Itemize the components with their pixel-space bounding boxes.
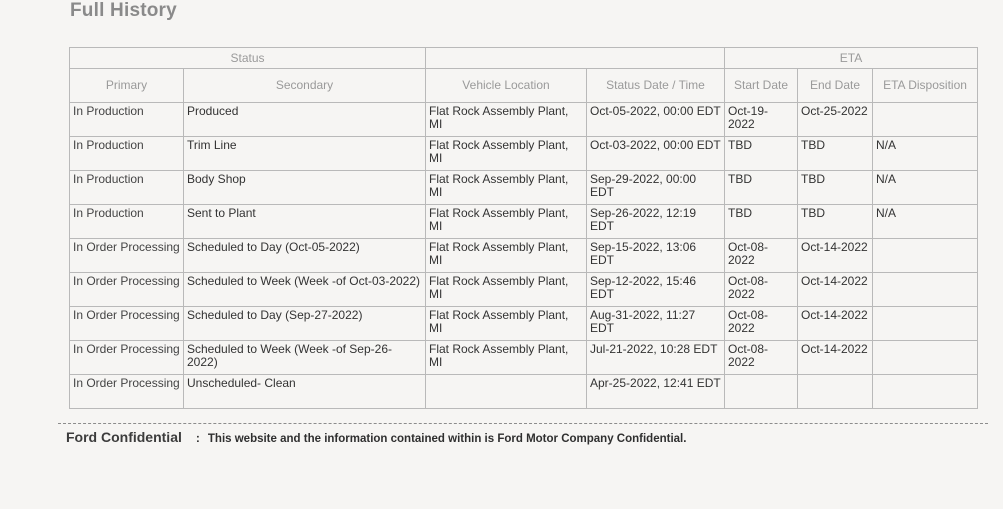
- cell-secondary: Produced: [184, 103, 426, 137]
- table-row: [70, 103, 978, 137]
- cell-disposition: N/A: [873, 171, 978, 205]
- footer-title: Ford Confidential: [66, 429, 182, 445]
- group-header-row: [70, 48, 978, 69]
- cell-status-date: Oct-05-2022, 00:00 EDT: [587, 103, 725, 137]
- cell-end-date: Oct-14-2022: [798, 307, 873, 341]
- cell-disposition: [873, 239, 978, 273]
- history-table: [69, 47, 978, 409]
- cell-location: Flat Rock Assembly Plant, MI: [426, 239, 587, 273]
- cell-primary: In Production: [70, 137, 184, 171]
- cell-end-date: TBD: [798, 171, 873, 205]
- cell-start-date: Oct-19-2022: [725, 103, 798, 137]
- cell-primary: In Order Processing: [70, 239, 184, 273]
- cell-primary: In Production: [70, 171, 184, 205]
- column-header-start-date: Start Date: [725, 69, 798, 103]
- cell-status-date: Sep-29-2022, 00:00 EDT: [587, 171, 725, 205]
- page-title: Full History: [70, 0, 177, 21]
- history-table-body: [70, 103, 978, 409]
- table-row: [70, 307, 978, 341]
- cell-status-date: Sep-12-2022, 15:46 EDT: [587, 273, 725, 307]
- table-row: [70, 239, 978, 273]
- cell-start-date: TBD: [725, 205, 798, 239]
- table-row: [70, 171, 978, 205]
- cell-status-date: Jul-21-2022, 10:28 EDT: [587, 341, 725, 375]
- cell-end-date: TBD: [798, 205, 873, 239]
- cell-secondary: Scheduled to Day (Sep-27-2022): [184, 307, 426, 341]
- footer-separator: :: [195, 431, 200, 445]
- cell-location: Flat Rock Assembly Plant, MI: [426, 171, 587, 205]
- cell-secondary: Scheduled to Day (Oct-05-2022): [184, 239, 426, 273]
- cell-disposition: N/A: [873, 205, 978, 239]
- dashed-divider: [58, 423, 988, 424]
- cell-primary: In Order Processing: [70, 307, 184, 341]
- column-header-location: Vehicle Location: [426, 69, 587, 103]
- cell-end-date: Oct-14-2022: [798, 273, 873, 307]
- column-header-secondary: Secondary: [184, 69, 426, 103]
- table-row: [70, 273, 978, 307]
- footer: [66, 429, 686, 445]
- cell-disposition: [873, 103, 978, 137]
- cell-location: Flat Rock Assembly Plant, MI: [426, 205, 587, 239]
- cell-secondary: Trim Line: [184, 137, 426, 171]
- table-row: [70, 137, 978, 171]
- cell-start-date: Oct-08-2022: [725, 307, 798, 341]
- cell-primary: In Order Processing: [70, 341, 184, 375]
- cell-primary: In Production: [70, 205, 184, 239]
- cell-end-date: TBD: [798, 137, 873, 171]
- cell-end-date: Oct-14-2022: [798, 239, 873, 273]
- cell-location: Flat Rock Assembly Plant, MI: [426, 341, 587, 375]
- cell-location: Flat Rock Assembly Plant, MI: [426, 307, 587, 341]
- cell-end-date: Oct-14-2022: [798, 341, 873, 375]
- cell-secondary: Scheduled to Week (Week -of Oct-03-2022): [184, 273, 426, 307]
- cell-primary: In Order Processing: [70, 273, 184, 307]
- column-header-primary: Primary: [70, 69, 184, 103]
- cell-start-date: TBD: [725, 171, 798, 205]
- cell-location: Flat Rock Assembly Plant, MI: [426, 137, 587, 171]
- cell-disposition: N/A: [873, 137, 978, 171]
- cell-start-date: Oct-08-2022: [725, 341, 798, 375]
- cell-primary: In Order Processing: [70, 375, 184, 409]
- status-group-header: Status: [70, 48, 426, 69]
- table-row: [70, 205, 978, 239]
- table-row: [70, 341, 978, 375]
- cell-secondary: Body Shop: [184, 171, 426, 205]
- cell-location: [426, 375, 587, 409]
- cell-secondary: Unscheduled- Clean: [184, 375, 426, 409]
- cell-secondary: Sent to Plant: [184, 205, 426, 239]
- cell-start-date: Oct-08-2022: [725, 273, 798, 307]
- table-row: [70, 375, 978, 409]
- cell-status-date: Oct-03-2022, 00:00 EDT: [587, 137, 725, 171]
- footer-text: This website and the information contained within is Ford Motor Company Confidential.: [207, 433, 687, 445]
- cell-disposition: [873, 307, 978, 341]
- cell-start-date: Oct-08-2022: [725, 239, 798, 273]
- cell-status-date: Sep-15-2022, 13:06 EDT: [587, 239, 725, 273]
- cell-status-date: Apr-25-2022, 12:41 EDT: [587, 375, 725, 409]
- cell-disposition: [873, 375, 978, 409]
- blank-group-header: [426, 48, 725, 69]
- cell-disposition: [873, 273, 978, 307]
- cell-secondary: Scheduled to Week (Week -of Sep-26-2022): [184, 341, 426, 375]
- cell-end-date: Oct-25-2022: [798, 103, 873, 137]
- column-header-row: [70, 69, 978, 103]
- cell-status-date: Sep-26-2022, 12:19 EDT: [587, 205, 725, 239]
- cell-status-date: Aug-31-2022, 11:27 EDT: [587, 307, 725, 341]
- cell-location: Flat Rock Assembly Plant, MI: [426, 103, 587, 137]
- column-header-end-date: End Date: [798, 69, 873, 103]
- eta-group-header: ETA: [725, 48, 978, 69]
- column-header-disposition: ETA Disposition: [873, 69, 978, 103]
- cell-end-date: [798, 375, 873, 409]
- cell-primary: In Production: [70, 103, 184, 137]
- column-header-status-date: Status Date / Time: [587, 69, 725, 103]
- cell-location: Flat Rock Assembly Plant, MI: [426, 273, 587, 307]
- cell-start-date: [725, 375, 798, 409]
- cell-disposition: [873, 341, 978, 375]
- cell-start-date: TBD: [725, 137, 798, 171]
